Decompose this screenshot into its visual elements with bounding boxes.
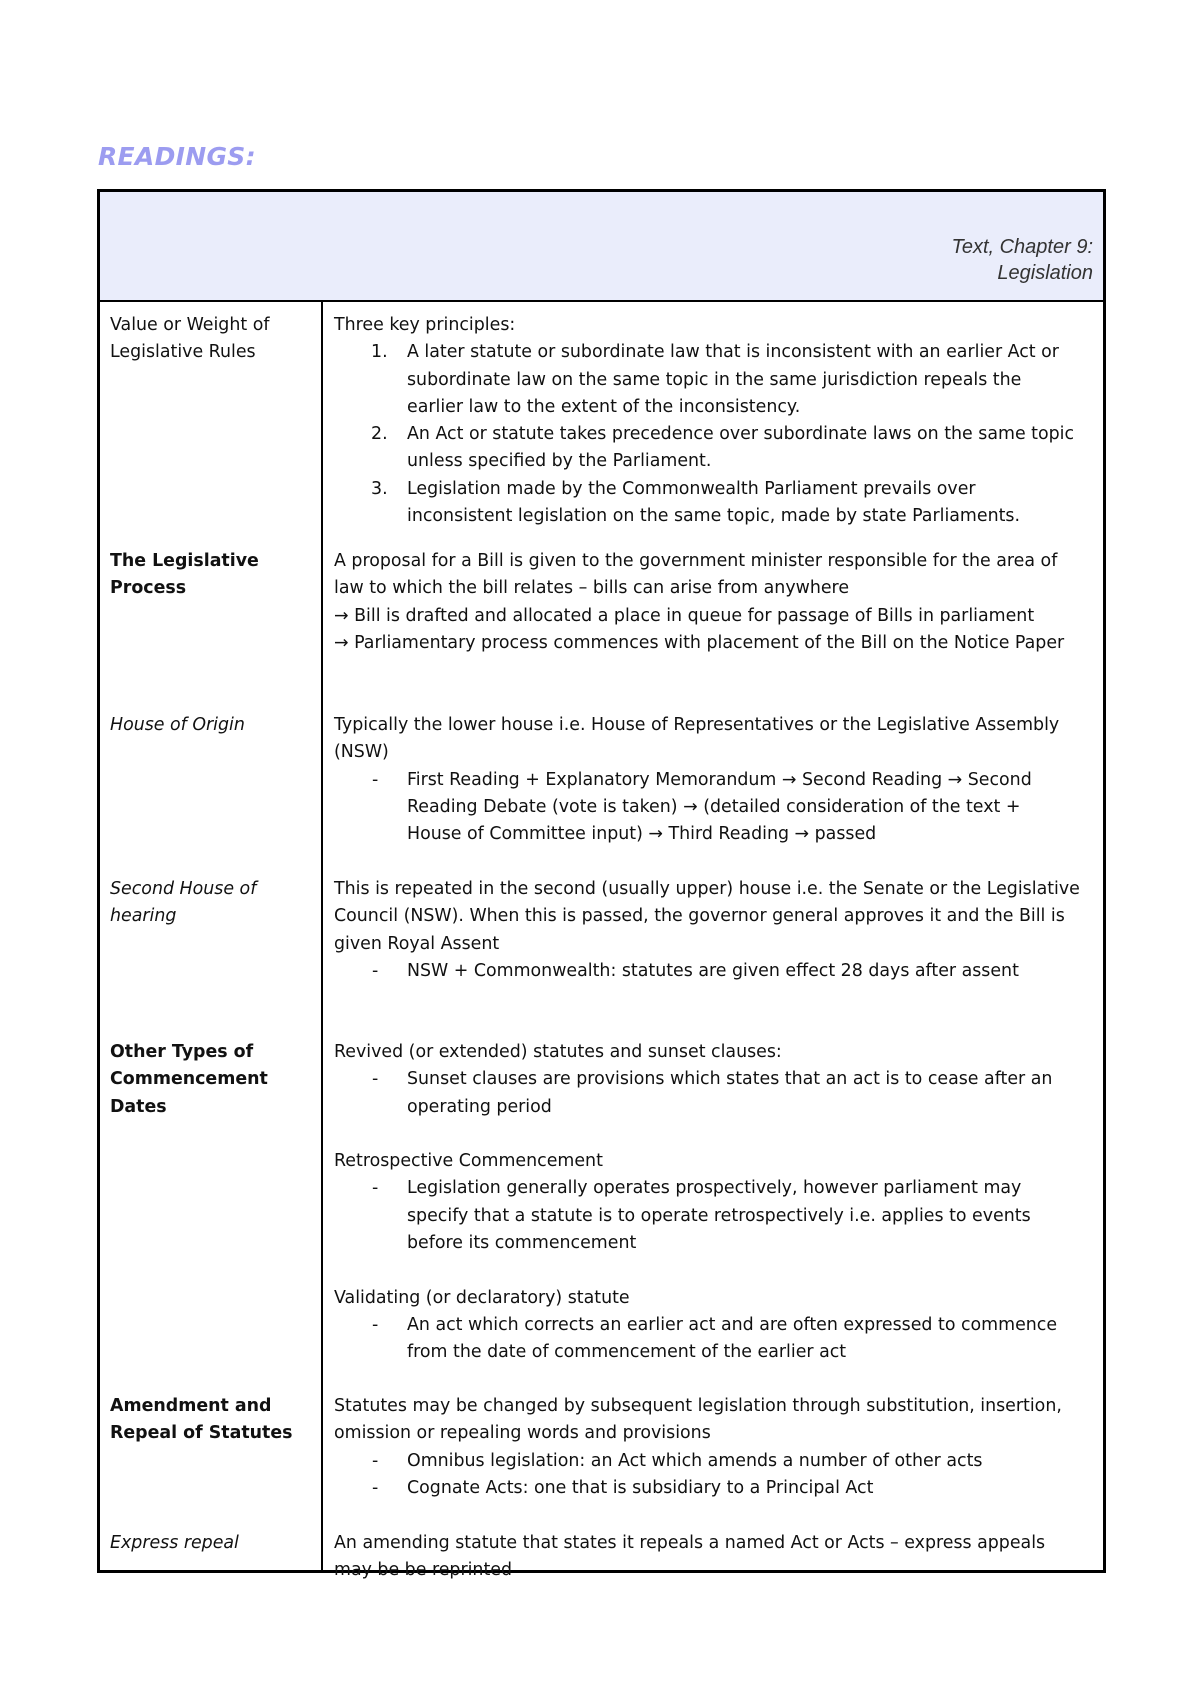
item-line: An Act or statute takes precedence over subordinate laws on the same topic [407,424,1075,445]
item-marker: - [372,1450,379,1471]
row-label [110,1530,310,1557]
row-label [110,712,310,739]
bullet-item [334,1066,1095,1121]
item-marker: - [372,1178,379,1199]
bullet-item [334,1475,1095,1502]
chapter-title [951,234,1093,286]
content-line: → Parliamentary process commences with placement of the Bill on the Notice Paper [334,632,1065,653]
item-marker: 1. [371,342,388,363]
row-label [110,1393,310,1448]
item-marker: 2. [371,424,388,445]
content-line: → Bill is drafted and allocated a place in queue for passage of Bills in parliament [334,605,1035,626]
content-line: (NSW) [334,742,389,763]
numbered-item [334,476,1095,531]
item-marker: - [372,1069,379,1090]
item-line: Reading Debate (vote is taken) → (detailed consideration of the text + [407,796,1021,817]
table-body [100,302,1103,1581]
table-header [100,192,1103,302]
bullet-item [334,767,1095,849]
item-marker: 3. [371,478,388,499]
numbered-item [334,421,1095,476]
content-line: Validating (or declaratory) statute [334,1287,630,1308]
row-content [334,548,1095,657]
item-line: Omnibus legislation: an Act which amends a number of other acts [407,1450,983,1471]
label-line: Commencement [110,1069,268,1090]
item-line: NSW + Commonwealth: statutes are given effect 28 days after assent [407,960,1019,981]
content-line: Revived (or extended) statutes and sunset clauses: [334,1042,782,1062]
bullet-item [334,1175,1095,1257]
item-marker: - [372,1477,379,1498]
bullet-item [334,1312,1095,1367]
item-line: Legislation generally operates prospectively, however parliament may [407,1178,1022,1199]
item-line: before its commencement [407,1233,637,1254]
item-line: operating period [407,1096,552,1117]
item-line: Cognate Acts: one that is subsidiary to a Principal Act [407,1477,874,1498]
content-line: Council (NSW). When this is passed, the governor general approves it and the Bill is [334,906,1065,927]
spacer [334,1257,1095,1284]
label-line: Process [110,578,187,599]
label-line: Express repeal [110,1533,239,1553]
label-line: Dates [110,1096,167,1117]
readings-heading: READINGS: [98,142,256,171]
content-line: An amending statute that states it repeals a named Act or Acts – express appeals [334,1533,1046,1553]
chapter-title-line: Legislation [997,262,1093,284]
row-label [110,1039,310,1121]
item-line: unless specified by the Parliament. [407,451,712,472]
label-line: House of Origin [110,715,245,735]
item-line: A later statute or subordinate law that is inconsistent with an earlier Act or [407,342,1059,363]
label-line: hearing [110,906,177,927]
item-line: Sunset clauses are provisions which states that an act is to cease after an [407,1069,1053,1090]
label-line: Other Types of [110,1042,254,1062]
label-line: Second House of [110,879,257,899]
row-label [110,876,310,931]
item-marker: - [372,769,379,790]
content-line: Statutes may be changed by subsequent legislation through substitution, insertion, [334,1396,1062,1416]
readings-table [97,189,1106,1581]
content-line: law to which the bill relates – bills can arise from anywhere [334,578,850,599]
content-line: given Royal Assent [334,933,500,954]
row-content [334,1393,1095,1502]
item-line: specify that a statute is to operate retrospectively i.e. applies to events [407,1205,1031,1226]
row-content [334,876,1095,985]
content-line: Typically the lower house i.e. House of Representatives or the Legislative Assembly [334,715,1060,735]
content-line: may be be reprinted [334,1560,513,1581]
content-line: Retrospective Commencement [334,1151,603,1172]
item-line: inconsistent legislation on the same topic, made by state Parliaments. [407,506,1021,527]
row-content [334,1039,1095,1367]
numbered-item [334,339,1095,421]
item-line: earlier law to the extent of the inconsistency. [407,396,801,417]
item-line: First Reading + Explanatory Memorandum → Second Reading → Second [407,769,1032,790]
item-marker: - [372,1314,379,1335]
label-line: Legislative Rules [110,342,256,363]
chapter-title-line: Text, Chapter 9: [951,236,1093,258]
row-content [334,712,1095,848]
item-line: House of Committee input) → Third Reading → passed [407,824,877,845]
content-line: omission or repealing words and provisions [334,1423,711,1444]
label-line: Amendment and [110,1396,272,1416]
label-line: Value or Weight of [110,315,270,335]
column-divider [321,302,323,1570]
item-line: subordinate law on the same topic in the same jurisdiction repeals the [407,369,1022,390]
row-content [334,312,1095,530]
row-label [110,312,310,367]
content-line: This is repeated in the second (usually upper) house i.e. the Senate or the Legislative [334,879,1080,899]
label-line: Repeal of Statutes [110,1423,293,1444]
content-line: Three key principles: [334,315,516,335]
bullet-item [334,958,1095,985]
row-label [110,548,310,603]
item-marker: - [372,960,379,981]
item-line: from the date of commencement of the earlier act [407,1342,847,1363]
item-line: Legislation made by the Commonwealth Parliament prevails over [407,478,976,499]
label-line: The Legislative [110,551,259,571]
item-line: An act which corrects an earlier act and are often expressed to commence [407,1314,1058,1335]
row-content [334,1530,1095,1585]
content-line: A proposal for a Bill is given to the government minister responsible for the area of [334,551,1058,571]
spacer [334,1121,1095,1148]
bullet-item [334,1448,1095,1475]
